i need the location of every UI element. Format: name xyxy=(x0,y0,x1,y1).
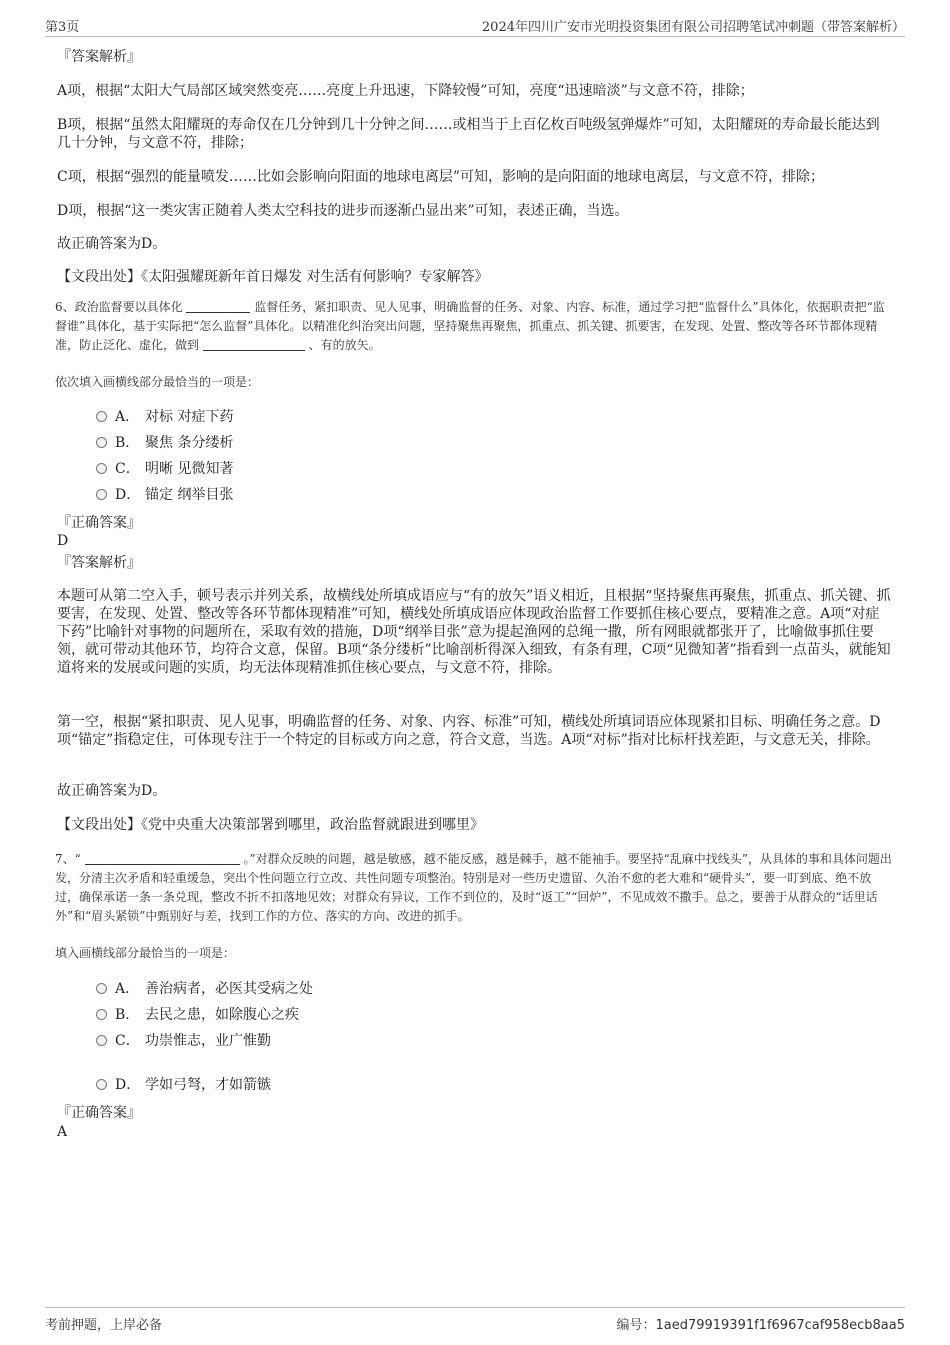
q7-answer: A xyxy=(57,1124,68,1140)
q6-blank-2 xyxy=(203,338,305,351)
footer-code-value: 1aed79919391f1f6967caf958ecb8aa5 xyxy=(655,1318,905,1333)
footer-slogan: 考前押题，上岸必备 xyxy=(45,1318,163,1333)
q7-option-b[interactable]: B． 去民之患，如除腹心之疾 xyxy=(96,1006,299,1024)
q7-stem xyxy=(55,850,895,926)
q7-stem-part2: 。”对群众反映的问题，越是敏感，越不能反感，越是棘手，越不能袖手。要坚持“乱麻中找线头”，从具体的事和具体问题出发，分清主次矛盾和轻重缓急，突出个性问题立行立改、共性问题专项整治。特别是对一些历史遗留、久治不愈的老大难和“硬骨头”，要一盯到底、绝不放过，确保承诺一条一条兑现，整改不折不扣落地见效；对群众有异议，工作不到位的，及时“返工”“回炉”，不见成效不撒手。总之，要善于从群众的“话里话外”和“眉头紧锁”中甄别好与差，找到工作的方位、落实的方向、改进的抓手。 xyxy=(55,852,892,923)
radio-icon[interactable] xyxy=(96,1079,107,1090)
radio-icon[interactable] xyxy=(96,463,107,474)
q6-stem xyxy=(55,298,895,355)
q6-analysis-p1: 本题可从第二空入手，顿号表示并列关系，故横线处所填成语应与“有的放矢”语义相近，且根据“坚持聚焦再聚焦，抓重点、抓关键、抓要害，在发现、处置、整改等各环节都体现精准”可知，横线处所填成语应体现政治监督工作要抓住核心要点，要精准之意。A项“对症下药”比喻针对事物的问题所在，采取有效的措施，D项“纲举目张”意为提起渔网的总绳一撒，所有网眼就都张开了，比喻做事抓住要领，就可带动其他环节，均符合文意，保留。B项“条分缕析”比喻剖析得深入细致，有条有理，C项“见微知著”指看到一点苗头，就能知道将来的发展或问题的实质，均无法体现精准抓住核心要点，与文意不符，排除。 xyxy=(57,588,891,676)
q7-blank xyxy=(85,852,240,865)
radio-icon[interactable] xyxy=(96,437,107,448)
q6-blank-1 xyxy=(186,300,250,313)
q7-option-d[interactable]: D． 学如弓弩，才如箭镞 xyxy=(96,1076,271,1094)
q6-stem-part3: 、有的放矢。 xyxy=(308,338,381,352)
page-header xyxy=(45,14,905,37)
radio-icon[interactable] xyxy=(96,411,107,422)
q6-analysis-heading: 『答案解析』 xyxy=(57,555,141,571)
q5-analysis-c: C项，根据“强烈的能量喷发……比如会影响向阳面的地球电离层”可知，影响的是向阳面的地球电离层，与文意不符，排除； xyxy=(57,169,825,185)
q6-option-b[interactable]: B． 聚焦 条分缕析 xyxy=(96,434,233,452)
q6-conclusion: 故正确答案为D。 xyxy=(57,783,167,799)
q6-prompt: 依次填入画横线部分最恰当的一项是： xyxy=(55,375,260,389)
q7-option-c[interactable]: C． 功崇惟志，业广惟勤 xyxy=(96,1032,271,1050)
footer-code-label: 编号： xyxy=(616,1318,656,1333)
q5-analysis-d: D项，根据“这一类灾害正随着人类太空科技的进步而逐渐凸显出来”可知，表述正确，当选。 xyxy=(57,203,629,219)
q7-option-a[interactable]: A． 善治病者，必医其受病之处 xyxy=(96,980,313,998)
q6-stem-part1: 6、政治监督要以具体化 xyxy=(55,300,183,314)
footer-code xyxy=(616,1314,905,1333)
q6-analysis-p2: 第一空，根据“紧扣职责、见人见事，明确监督的任务、对象、内容、标准”可知，横线处所填词语应体现紧扣目标、明确任务之意。D项“锚定”指稳定住，可体现专注于一个特定的目标或方向之意，符合文意，当选。A项“对标”指对比标杆找差距，与文意无关，排除。 xyxy=(57,714,881,748)
page-footer xyxy=(45,1307,905,1332)
q6-stem-part2: 监督任务，紧扣职责、见人见事，明确监督的任务、对象、内容、标准，通过学习把“监督什么”具体化，依据职责把“监督谁”具体化，基于实际把“怎么监督”具体化。以精准化纠治突出问题，坚持聚焦再聚焦，抓重点、抓关键、抓要害，在发现、处置、整改等各环节都体现精准，防止泛化、虚化，做到 xyxy=(55,300,885,352)
page-number: 第3页 xyxy=(45,20,80,35)
radio-icon[interactable] xyxy=(96,489,107,500)
q7-stem-part1: 7、“ xyxy=(55,852,81,866)
q5-analysis-a: A项，根据“太阳大气局部区域突然变亮……亮度上升迅速，下降较慢”可知，亮度“迅速暗淡”与文意不符，排除； xyxy=(57,83,754,99)
q5-source: 【文段出处】《太阳强耀斑新年首日爆发 对生活有何影响？专家解答》 xyxy=(57,269,489,285)
q6-option-c[interactable]: C． 明晰 见微知著 xyxy=(96,460,233,478)
q5-conclusion: 故正确答案为D。 xyxy=(57,236,167,252)
radio-icon[interactable] xyxy=(96,1009,107,1020)
radio-icon[interactable] xyxy=(96,983,107,994)
q5-analysis-b: B项，根据“虽然太阳耀斑的寿命仅在几分钟到几十分钟之间……或相当于上百亿枚百吨级氢弹爆炸”可知，太阳耀斑的寿命最长能达到几十分钟，与文意不符，排除； xyxy=(57,117,880,151)
q6-answer-heading: 『正确答案』 xyxy=(57,515,141,531)
q6-answer: D xyxy=(57,533,69,549)
document-title: 2024年四川广安市光明投资集团有限公司招聘笔试冲刺题（带答案解析） xyxy=(481,20,905,35)
q6-option-a[interactable]: A． 对标 对症下药 xyxy=(96,408,233,426)
q7-prompt: 填入画横线部分最恰当的一项是： xyxy=(55,946,236,960)
q6-option-d[interactable]: D． 锚定 纲举目张 xyxy=(96,486,233,504)
q7-answer-heading: 『正确答案』 xyxy=(57,1105,141,1121)
radio-icon[interactable] xyxy=(96,1035,107,1046)
q5-analysis-heading: 『答案解析』 xyxy=(57,49,141,65)
q6-source: 【文段出处】《党中央重大决策部署到哪里，政治监督就跟进到哪里》 xyxy=(57,817,484,833)
